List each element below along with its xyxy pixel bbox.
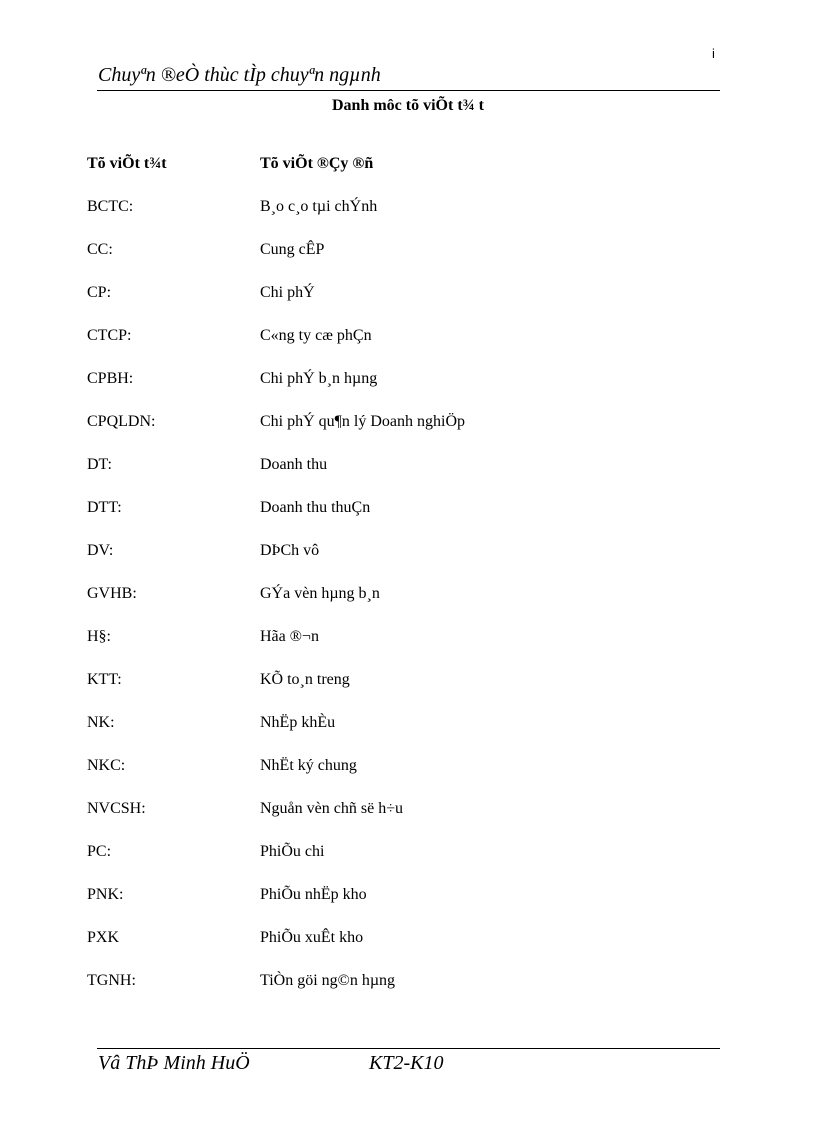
page-number: i [712,46,715,61]
abbreviation: KTT: [87,671,122,688]
abbreviation: PXK [87,929,120,946]
column-header-full-form: Tõ viÕt ®Çy ®ñ [260,155,374,172]
list-item [0,497,816,540]
list-item [0,368,816,411]
footer-rule [97,1048,720,1049]
list-item [0,282,816,325]
full-form: Chi phÝ qu¶n lý Doanh nghiÖp [260,413,466,430]
list-item [0,970,816,1013]
list-item [0,798,816,841]
abbreviation: PC: [87,843,112,860]
full-form: C«ng ty cæ phÇn [260,327,372,344]
list-item [0,755,816,798]
full-form: Doanh thu thuÇn [260,499,371,516]
footer-class: KT2-K10 [369,1052,444,1074]
abbreviation: CP: [87,284,112,301]
list-item [0,196,816,239]
list-item [0,841,816,884]
abbreviation: CC: [87,241,113,258]
list-item [0,239,816,282]
abbreviation: CTCP: [87,327,132,344]
abbreviation: CPBH: [87,370,134,387]
full-form: DÞCh vô [260,542,320,559]
full-form: B¸o c¸o tµi chÝnh [260,198,378,215]
abbreviation: DT: [87,456,112,473]
list-item [0,626,816,669]
full-form: KÕ to¸n treng [260,671,350,688]
full-form: PhiÕu xuÊt kho [260,929,364,946]
abbreviation: PNK: [87,886,124,903]
full-form: PhiÕu chi [260,843,325,860]
list-item [0,669,816,712]
full-form: Cung cÊP [260,241,325,258]
full-form: GÝa vèn hµng b¸n [260,585,380,602]
abbreviation: NKC: [87,757,126,774]
page-header: Chuyªn ®eÒ thùc tÌp chuyªn ngµnh [98,64,381,86]
list-item [0,325,816,368]
abbreviation: NVCSH: [87,800,146,817]
page-title: Danh môc tõ viÕt t¾ t [332,97,484,114]
list-item [0,540,816,583]
full-form: Chi phÝ b¸n hµng [260,370,378,387]
list-item [0,927,816,970]
full-form: TiÒn göi ng©n hµng [260,972,396,989]
abbreviation: H§: [87,628,111,645]
full-form: NhËp khÈu [260,714,336,731]
abbreviation: TGNH: [87,972,136,989]
full-form: Doanh thu [260,456,328,473]
list-item [0,712,816,755]
abbreviation: BCTC: [87,198,134,215]
abbreviation: DV: [87,542,114,559]
abbreviation: GVHB: [87,585,137,602]
list-item [0,583,816,626]
abbreviation: DTT: [87,499,122,516]
full-form: PhiÕu nhËp kho [260,886,367,903]
abbreviation: CPQLDN: [87,413,156,430]
full-form: Nguån vèn chñ së h÷u [260,800,403,817]
abbreviation: NK: [87,714,115,731]
list-item [0,411,816,454]
full-form: NhËt ký chung [260,757,357,774]
list-item [0,454,816,497]
full-form: Hãa ®¬n [260,628,319,645]
full-form: Chi phÝ [260,284,315,301]
column-header-abbreviation: Tõ viÕt t¾t [87,155,167,172]
abbreviation-list [0,196,816,1013]
list-item [0,884,816,927]
header-rule [97,90,720,91]
footer-author: Vâ ThÞ Minh HuÖ [98,1052,250,1074]
